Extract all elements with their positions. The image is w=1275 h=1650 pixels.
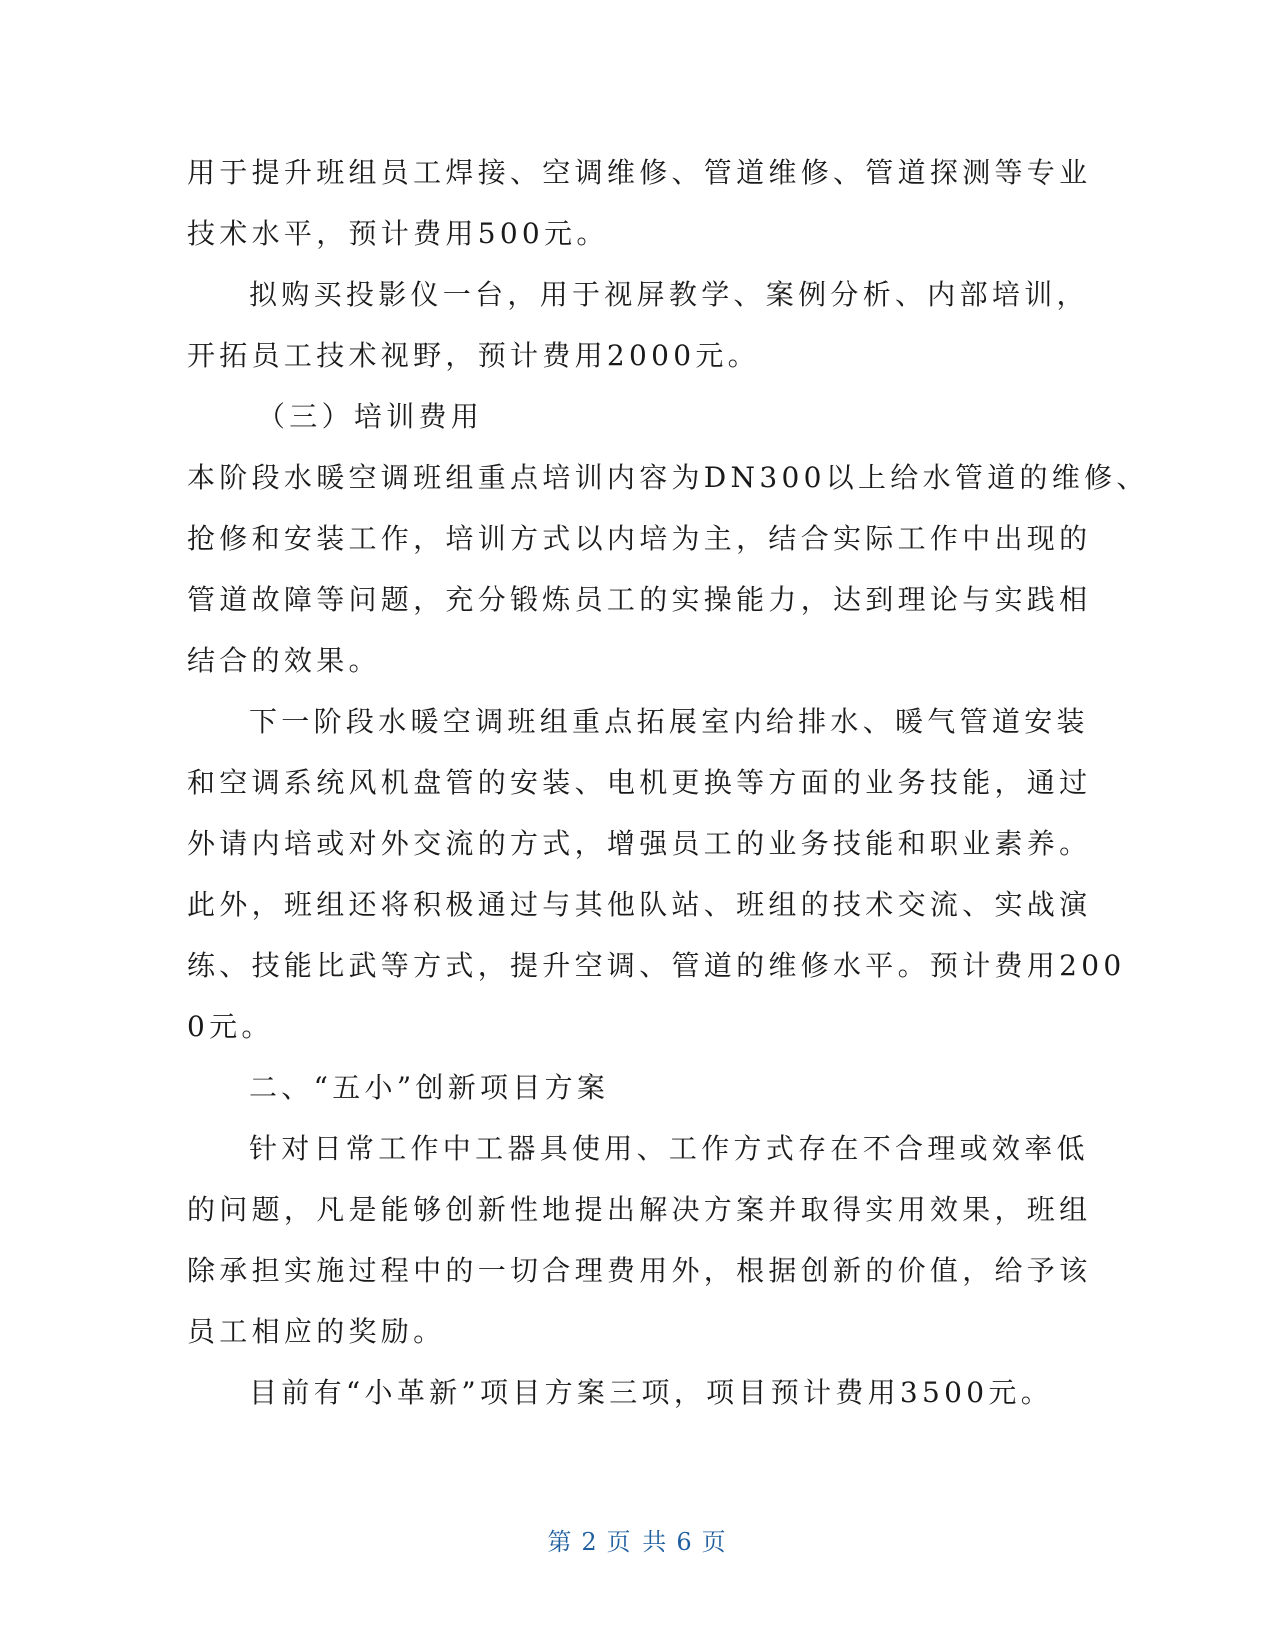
document-body [187,142,1149,1423]
text-line: 抢修和安装工作，培训方式以内培为主，结合实际工作中出现的 [187,522,1092,555]
footer-suffix: 页 [701,1528,728,1556]
paragraph-start-line: 本阶段水暖空调班组重点培训内容为DN300以上给水管道的维修、 [187,461,1149,494]
text-line: 用于提升班组员工焊接、空调维修、管道维修、管道探测等专业 [187,156,1092,189]
page-number-footer [0,1522,1275,1557]
text-line: 员工相应的奖励。 [187,1315,446,1348]
section-heading: （三）培训费用 [257,400,484,433]
text-line: 此外，班组还将积极通过与其他队站、班组的技术交流、实战演 [187,888,1092,921]
paragraph-start-line: 目前有“小革新”项目方案三项，项目预计费用3500元。 [249,1376,1053,1409]
text-line: 和空调系统风机盘管的安装、电机更换等方面的业务技能，通过 [187,766,1092,799]
paragraph-start-line: 针对日常工作中工器具使用、工作方式存在不合理或效率低 [249,1132,1089,1165]
text-line: 练、技能比武等方式，提升空调、管道的维修水平。预计费用200 [187,949,1126,982]
current-page-number: 2 [581,1528,599,1556]
paragraph-start-line: 下一阶段水暖空调班组重点拓展室内给排水、暖气管道安装 [249,705,1089,738]
text-line: 外请内培或对外交流的方式，增强员工的业务技能和职业素养。 [187,827,1092,860]
text-line: 管道故障等问题，充分锻炼员工的实操能力，达到理论与实践相 [187,583,1092,616]
text-line: 除承担实施过程中的一切合理费用外，根据创新的价值，给予该 [187,1254,1092,1287]
total-page-count: 6 [676,1528,694,1556]
section-heading: 二、“五小”创新项目方案 [249,1071,610,1104]
footer-middle: 页 共 [606,1528,669,1556]
text-line: 0元。 [187,1010,274,1043]
text-line: 技术水平，预计费用500元。 [187,217,609,250]
text-line: 开拓员工技术视野，预计费用2000元。 [187,339,760,372]
text-line: 结合的效果。 [187,644,381,677]
text-line: 的问题，凡是能够创新性地提出解决方案并取得实用效果，班组 [187,1193,1092,1226]
paragraph-start-line: 拟购买投影仪一台，用于视屏教学、案例分析、内部培训， [249,278,1089,311]
footer-prefix: 第 [547,1528,574,1556]
